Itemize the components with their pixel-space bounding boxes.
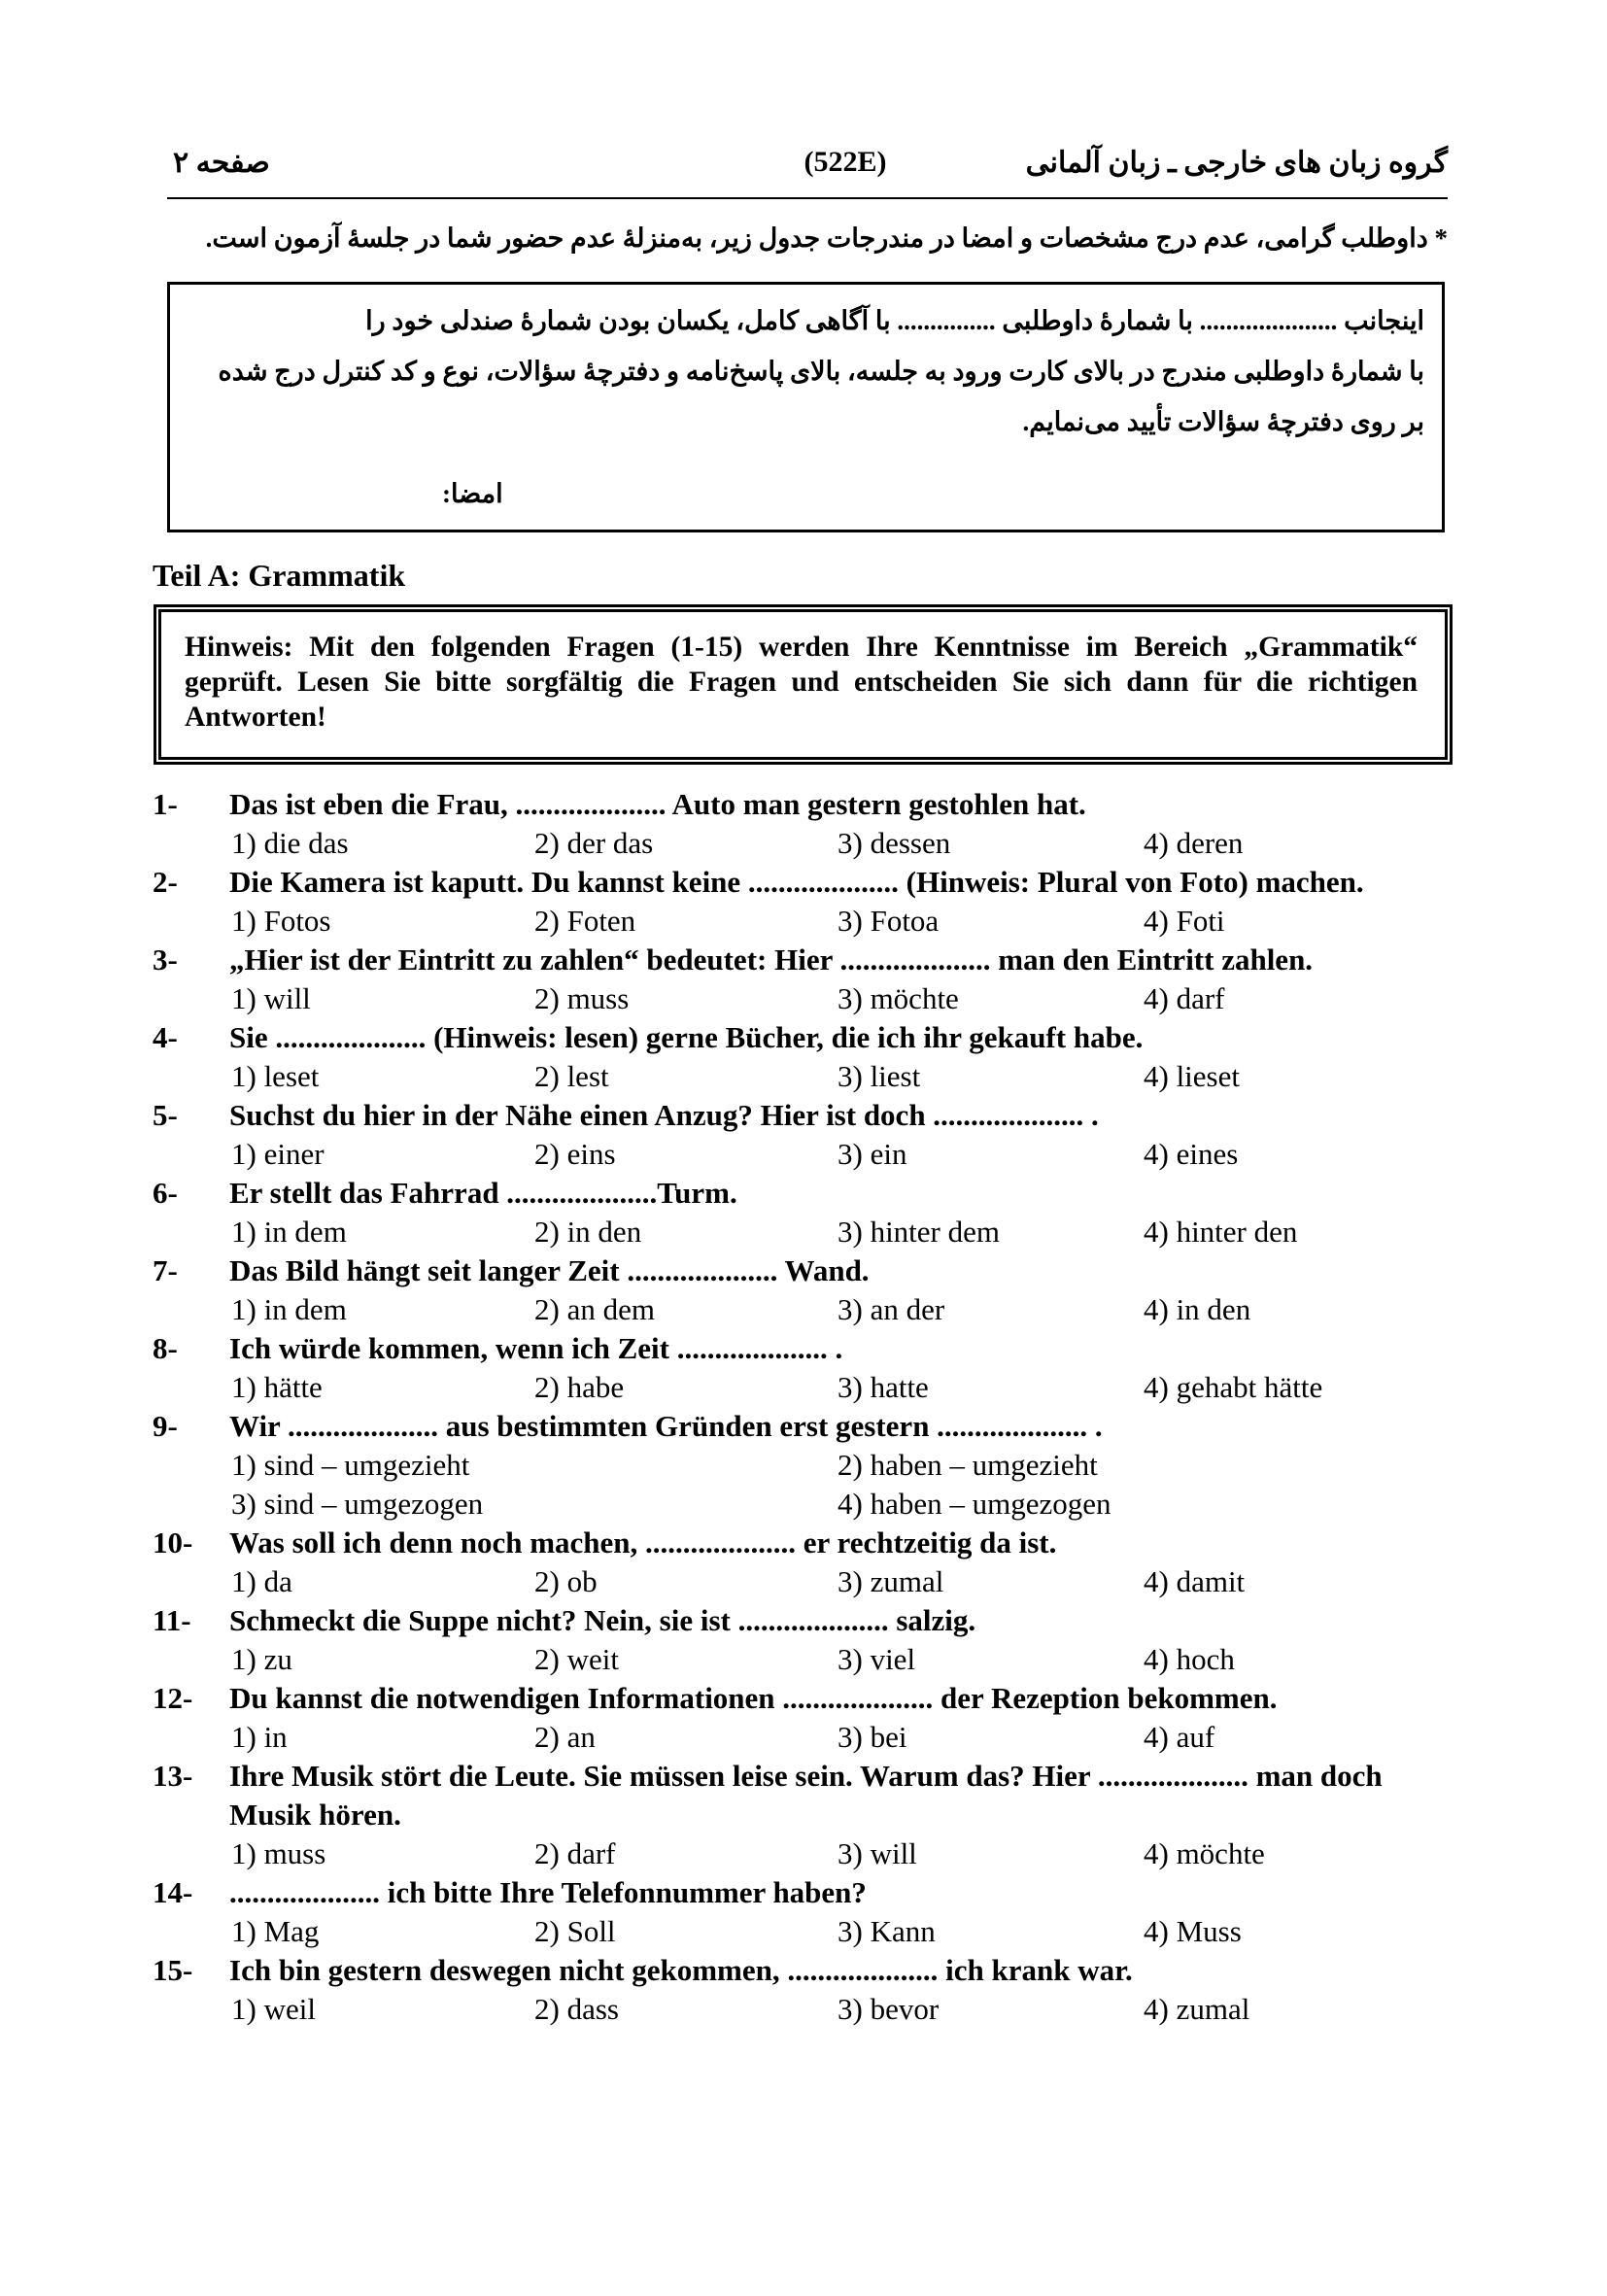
question-stem-continuation: Musik hören. <box>229 1798 401 1832</box>
answer-option: 3) hinter dem <box>838 1215 1001 1249</box>
question-item <box>0 1407 1607 1524</box>
question-stem: „Hier ist der Eintritt zu zahlen“ bedeutet: Hier .................... man den Eintritt zahlen. <box>229 942 1314 977</box>
question-item <box>0 1601 1607 1679</box>
answer-option: 1) leset <box>231 1059 320 1093</box>
answer-option: 3) bevor <box>838 1992 940 2026</box>
header-divider <box>167 197 1448 199</box>
answer-option: 1) da <box>231 1564 292 1598</box>
answer-option: 4) damit <box>1144 1564 1246 1598</box>
answer-option: 4) hinter den <box>1144 1215 1298 1249</box>
question-list <box>0 785 1607 2029</box>
instructions-text <box>185 630 1418 735</box>
signature-label: امضا: <box>442 479 503 508</box>
answer-option: 1) in <box>231 1720 288 1754</box>
question-stem: Das ist eben die Frau, .................... Auto man gestern gestohlen hat. <box>229 787 1086 821</box>
question-stem: Ich würde kommen, wenn ich Zeit .................... . <box>229 1331 843 1365</box>
answer-option: 1) die das <box>231 826 349 860</box>
question-number: 9- <box>153 1409 178 1443</box>
question-number: 15- <box>153 1953 193 1987</box>
question-stem: Ich bin gestern deswegen nicht gekommen, .................... ich krank war. <box>229 1953 1133 1987</box>
question-number: 5- <box>153 1098 178 1132</box>
question-number: 13- <box>153 1759 193 1793</box>
answer-option: 1) muss <box>231 1836 326 1870</box>
question-item <box>0 1251 1607 1329</box>
section-title: Teil A: Grammatik <box>153 558 406 593</box>
question-item <box>0 1096 1607 1174</box>
answer-option: 2) Soll <box>534 1914 616 1948</box>
declaration-line-3: بر روی دفترچهٔ سؤالات تأیید می‌نمایم. <box>1022 407 1424 436</box>
answer-option: 2) eins <box>534 1137 616 1171</box>
question-item <box>0 1873 1607 1951</box>
answer-option: 4) hoch <box>1144 1642 1235 1676</box>
answer-option: 2) in den <box>534 1215 642 1249</box>
answer-option: 3) ein <box>838 1137 907 1171</box>
page-number: صفحه ۲ <box>173 147 270 179</box>
answer-option: 1) einer <box>231 1137 325 1171</box>
question-stem: Was soll ich denn noch machen, .................... er rechtzeitig da ist. <box>229 1525 1057 1559</box>
question-stem: Er stellt das Fahrrad ....................Turm. <box>229 1176 737 1210</box>
answer-option: 1) Mag <box>231 1914 320 1948</box>
instructions-line-1: Hinweis: Mit den folgenden Fragen (1-15) werden Ihre Kenntnisse im Bereich „Grammatik“ <box>185 632 1418 663</box>
question-stem: .................... ich bitte Ihre Telefonnummer haben? <box>229 1875 867 1909</box>
instructions-line-2: geprüft. Lesen Sie bitte sorgfältig die Fragen und entscheiden Sie sich dann für die richtigen <box>185 667 1418 698</box>
answer-option: 2) ob <box>534 1564 598 1598</box>
question-item <box>0 1951 1607 2029</box>
question-stem: Wir .................... aus bestimmten Gründen erst gestern .................... . <box>229 1409 1103 1443</box>
answer-option: 4) darf <box>1144 981 1225 1015</box>
question-number: 8- <box>153 1331 178 1365</box>
answer-option: 1) Fotos <box>231 904 331 938</box>
question-item <box>0 1174 1607 1251</box>
question-item <box>0 1524 1607 1601</box>
answer-option: 2) an dem <box>534 1292 655 1326</box>
answer-option: 2) der das <box>534 826 654 860</box>
answer-option: 4) haben – umgezogen <box>838 1487 1111 1521</box>
question-number: 3- <box>153 942 178 977</box>
question-number: 4- <box>153 1020 178 1054</box>
question-item <box>0 1018 1607 1096</box>
question-number: 1- <box>153 787 178 821</box>
answer-option: 2) lest <box>534 1059 609 1093</box>
answer-option: 1) hätte <box>231 1370 323 1404</box>
answer-option: 3) möchte <box>838 981 959 1015</box>
answer-option: 2) an <box>534 1720 596 1754</box>
exam-code: (522E) <box>804 146 887 178</box>
question-stem: Die Kamera ist kaputt. Du kannst keine .................... (Hinweis: Plural von Foto) machen. <box>229 865 1364 899</box>
question-stem: Schmeckt die Suppe nicht? Nein, sie ist .................... salzig. <box>229 1603 976 1637</box>
candidate-notice: * داوطلب گرامی، عدم درج مشخصات و امضا در مندرجات جدول زیر، به‌منزلهٔ عدم حضور شما در جلسهٔ آزمون است. <box>205 223 1448 253</box>
answer-option: 2) darf <box>534 1836 616 1870</box>
answer-option: 1) will <box>231 981 311 1015</box>
answer-option: 4) auf <box>1144 1720 1215 1754</box>
answer-option: 4) zumal <box>1144 1992 1250 2026</box>
answer-option: 3) liest <box>838 1059 921 1093</box>
answer-option: 3) an der <box>838 1292 945 1326</box>
answer-option: 1) in dem <box>231 1292 347 1326</box>
answer-option: 2) dass <box>534 1992 619 2026</box>
answer-option: 3) viel <box>838 1642 916 1676</box>
answer-option: 2) weit <box>534 1642 619 1676</box>
answer-option: 4) Foti <box>1144 904 1225 938</box>
answer-option: 3) Kann <box>838 1914 936 1948</box>
answer-option: 4) möchte <box>1144 1836 1265 1870</box>
question-number: 11- <box>153 1603 191 1637</box>
declaration-box <box>167 282 1445 532</box>
answer-option: 3) dessen <box>838 826 951 860</box>
question-item <box>0 785 1607 863</box>
answer-option: 1) weil <box>231 1992 316 2026</box>
answer-option: 4) gehabt hätte <box>1144 1370 1323 1404</box>
answer-option: 4) in den <box>1144 1292 1251 1326</box>
answer-option: 2) muss <box>534 981 630 1015</box>
question-number: 10- <box>153 1525 193 1559</box>
question-item <box>0 1757 1607 1873</box>
answer-option: 3) sind – umgezogen <box>231 1487 484 1521</box>
question-item <box>0 1679 1607 1757</box>
question-stem: Ihre Musik stört die Leute. Sie müssen leise sein. Warum das? Hier .................... man doch <box>229 1759 1383 1793</box>
instructions-line-3: Antworten! <box>185 702 326 733</box>
question-number: 2- <box>153 865 178 899</box>
answer-option: 4) eines <box>1144 1137 1239 1171</box>
answer-option: 1) zu <box>231 1642 292 1676</box>
page-header <box>165 146 1448 190</box>
answer-option: 3) zumal <box>838 1564 944 1598</box>
answer-option: 4) deren <box>1144 826 1244 860</box>
question-stem: Das Bild hängt seit langer Zeit .................... Wand. <box>229 1253 870 1287</box>
answer-option: 1) sind – umgezieht <box>231 1448 470 1482</box>
question-number: 12- <box>153 1681 193 1715</box>
answer-option: 2) habe <box>534 1370 625 1404</box>
question-item <box>0 941 1607 1018</box>
question-number: 7- <box>153 1253 178 1287</box>
answer-option: 3) Fotoa <box>838 904 940 938</box>
question-stem: Sie .................... (Hinweis: lesen) gerne Bücher, die ich ihr gekauft habe. <box>229 1020 1144 1054</box>
answer-option: 4) Muss <box>1144 1914 1242 1948</box>
answer-option: 4) lieset <box>1144 1059 1240 1093</box>
question-item <box>0 863 1607 941</box>
declaration-line-1: اینجانب ..................... با شمارهٔ داوطلبی ............... با آگاهی کامل، یکسان بودن شمارهٔ صندلی خود را <box>365 306 1424 335</box>
answer-option: 2) Foten <box>534 904 636 938</box>
declaration-line-2: با شمارهٔ داوطلبی مندرج در بالای کارت ورود به جلسه، بالای پاسخ‌نامه و دفترچهٔ سؤالات، نوع و کد کنترل درج شده <box>218 357 1424 386</box>
question-stem: Du kannst die notwendigen Informationen .................... der Rezeption bekommen. <box>229 1681 1278 1715</box>
question-number: 14- <box>153 1875 193 1909</box>
answer-option: 3) bei <box>838 1720 907 1754</box>
answer-option: 3) hatte <box>838 1370 929 1404</box>
answer-option: 1) in dem <box>231 1215 347 1249</box>
question-item <box>0 1329 1607 1407</box>
answer-option: 3) will <box>838 1836 917 1870</box>
answer-option: 2) haben – umgezieht <box>838 1448 1098 1482</box>
question-number: 6- <box>153 1176 178 1210</box>
question-stem: Suchst du hier in der Nähe einen Anzug? Hier ist doch .................... . <box>229 1098 1099 1132</box>
instructions-box <box>154 604 1453 765</box>
exam-group-title: گروه زبان های خارجی ـ زبان آلمانی <box>1025 147 1448 179</box>
